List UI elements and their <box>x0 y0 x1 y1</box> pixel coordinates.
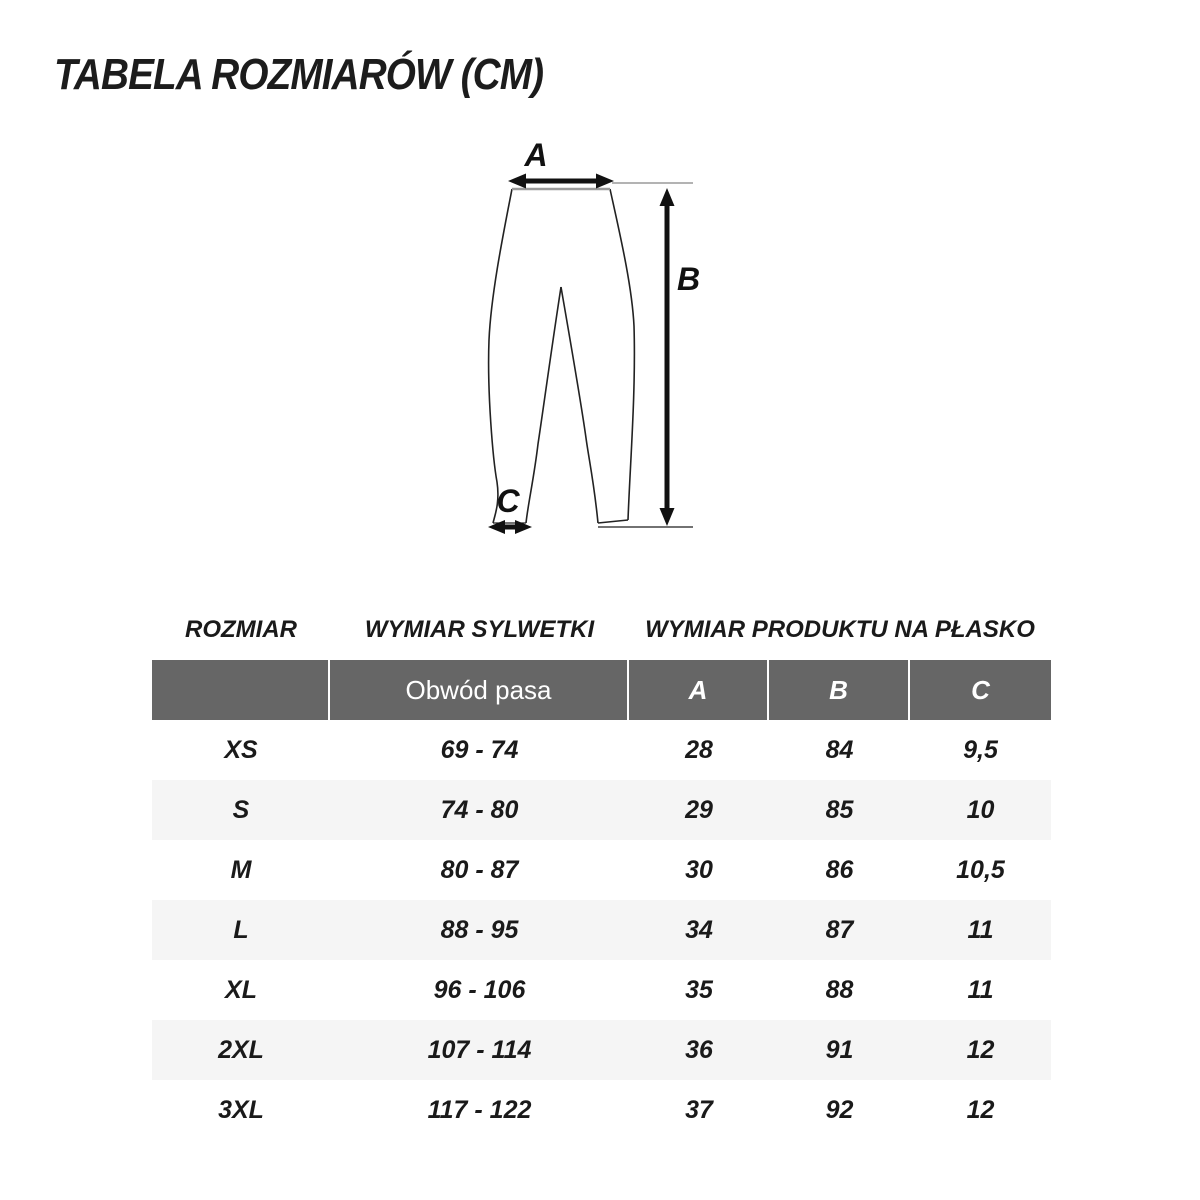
value-a: 28 <box>685 735 713 764</box>
pants-right-hem <box>598 520 628 523</box>
waist-range: 74 - 80 <box>440 795 519 824</box>
group-header-wymiar-produktu: WYMIAR PRODUKTU NA PŁASKO <box>645 616 1035 643</box>
pants-right-outer-edge <box>610 189 634 520</box>
diagram-label-c: C <box>496 483 520 519</box>
group-header-wymiar-sylwetki: WYMIAR SYLWETKI <box>364 616 595 643</box>
value-b: 88 <box>825 975 854 1004</box>
diagram-label-a: A <box>524 137 548 173</box>
value-b: 87 <box>825 915 854 944</box>
table-group-headers <box>152 612 1051 648</box>
size-table <box>152 660 1051 1140</box>
header-cell-b: B <box>769 660 910 720</box>
table-row-3xl <box>152 1080 1051 1140</box>
waist-range: 69 - 74 <box>440 735 519 764</box>
size-label: M <box>230 855 252 884</box>
header-cell-c: C <box>910 660 1051 720</box>
size-label: 3XL <box>218 1095 264 1124</box>
table-row-xs <box>152 720 1051 780</box>
size-label: XS <box>224 735 258 764</box>
table-row-2xl <box>152 1020 1051 1080</box>
value-c: 11 <box>967 975 994 1004</box>
value-b: 92 <box>825 1095 854 1124</box>
value-a: 36 <box>685 1035 713 1064</box>
value-a: 35 <box>685 975 713 1004</box>
value-c: 9,5 <box>963 735 998 764</box>
value-b: 86 <box>825 855 854 884</box>
value-b: 84 <box>825 735 854 764</box>
value-b: 85 <box>825 795 854 824</box>
pants-left-inner-edge <box>526 287 561 523</box>
table-row-s <box>152 780 1051 840</box>
value-a: 37 <box>685 1095 713 1124</box>
length-arrow-b <box>660 188 675 526</box>
group-header-rozmiar: ROZMIAR <box>185 616 297 643</box>
pants-left-outer-edge <box>489 189 512 523</box>
table-row-xl <box>152 960 1051 1020</box>
size-label: S <box>232 795 250 824</box>
table-row-m <box>152 840 1051 900</box>
value-b: 91 <box>825 1035 854 1064</box>
waist-range: 117 - 122 <box>427 1095 532 1124</box>
pants-outline <box>489 189 635 523</box>
waist-range: 88 - 95 <box>440 915 519 944</box>
size-label: 2XL <box>218 1035 264 1064</box>
pants-right-inner-edge <box>561 287 598 523</box>
value-c: 10,5 <box>956 855 1005 884</box>
pants-measurement-diagram <box>440 130 760 570</box>
header-cell-waist: Obwód pasa <box>330 660 629 720</box>
page-title: TABELA ROZMIARÓW (CM) <box>54 50 544 99</box>
waist-range: 96 - 106 <box>433 975 526 1004</box>
table-row-l <box>152 900 1051 960</box>
value-c: 12 <box>966 1095 995 1124</box>
header-cell-empty <box>152 660 330 720</box>
waist-range: 107 - 114 <box>427 1035 532 1064</box>
width-arrow-a <box>508 174 614 189</box>
value-c: 10 <box>966 795 995 824</box>
value-a: 29 <box>685 795 713 824</box>
diagram-label-b: B <box>677 261 701 297</box>
header-cell-a: A <box>629 660 769 720</box>
size-table-header-row <box>152 660 1051 720</box>
value-a: 30 <box>685 855 713 884</box>
size-label: L <box>233 915 249 944</box>
value-a: 34 <box>685 915 713 944</box>
value-c: 11 <box>967 915 994 944</box>
waist-range: 80 - 87 <box>440 855 519 884</box>
value-c: 12 <box>966 1035 995 1064</box>
size-label: XL <box>225 975 257 1004</box>
